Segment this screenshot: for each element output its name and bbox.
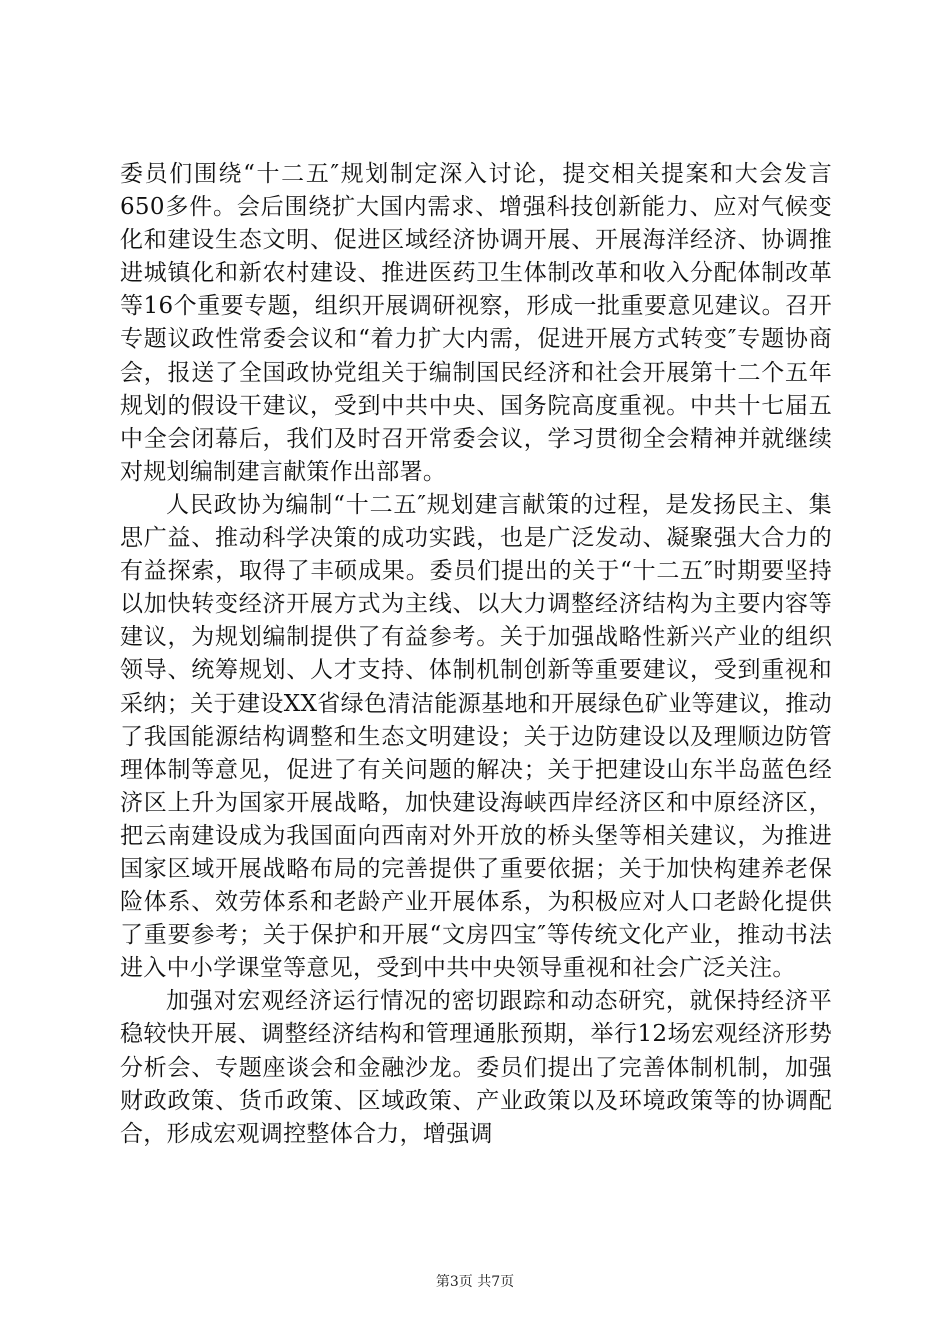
paragraph-1: 委员们围绕“十二五″规划制定深入讨论，提交相关提案和大会发言650多件。会后围绕扩大国内需求、增强科技创新能力、应对气候变化和建设生态文明、促进区域经济协调开展、开展海洋经济、协调推进城镇化和新农村建设、推进医药卫生体制改革和收入分配体制改革等16个重要专题，组织开展调研视察，形成一批重要意见建议。召开专题议政性常委会议和“着力扩大内需，促进开展方式转变″专题协商会，报送了全国政协党组关于编制国民经济和社会开展第十二个五年规划的假设干建议，受到中共中央、国务院高度重视。中共十七届五中全会闭幕后，我们及时召开常委会议，学习贯彻全会精神并就继续对规划编制建言献策作出部署。 [120, 161, 832, 485]
paragraph-3: 加强对宏观经济运行情况的密切跟踪和动态研究，就保持经济平稳较快开展、调整经济结构和管理通胀预期，举行12场宏观经济形势分析会、专题座谈会和金融沙龙。委员们提出了完善体制机制，加强财政政策、货币政策、区域政策、产业政策以及环境政策等的协调配合，形成宏观调控整体合力，增强调 [120, 988, 832, 1147]
paragraph-2: 人民政协为编制“十二五″规划建言献策的过程，是发扬民主、集思广益、推动科学决策的成功实践，也是广泛发动、凝聚强大合力的有益探索，取得了丰硕成果。委员们提出的关于“十二五″时期要坚持以加快转变经济开展方式为主线、以大力调整经济结构为主要内容等建议，为规划编制提供了有益参考。关于加强战略性新兴产业的组织领导、统筹规划、人才支持、体制机制创新等重要建议，受到重视和采纳；关于建设XX省绿色清洁能源基地和开展绿色矿业等建议，推动了我国能源结构调整和生态文明建设；关于边防建设以及理顺边防管理体制等意见，促进了有关问题的解决；关于把建设山东半岛蓝色经济区上升为国家开展战略，加快建设海峡西岸经济区和中原经济区，把云南建设成为我国面向西南对外开放的桥头堡等相关建议，为推进国家区域开展战略布局的完善提供了重要依据；关于加快构建养老保险体系、效劳体系和老龄产业开展体系，为积极应对人口老龄化提供了重要参考；关于保护和开展“文房四宝″等传统文化产业，推动书法进入中小学课堂等意见，受到中共中央领导重视和社会广泛关注。 [120, 491, 832, 982]
page-number: 第3页 共7页 [435, 1274, 515, 1290]
document-body [120, 158, 832, 1151]
page-footer [0, 1273, 950, 1291]
